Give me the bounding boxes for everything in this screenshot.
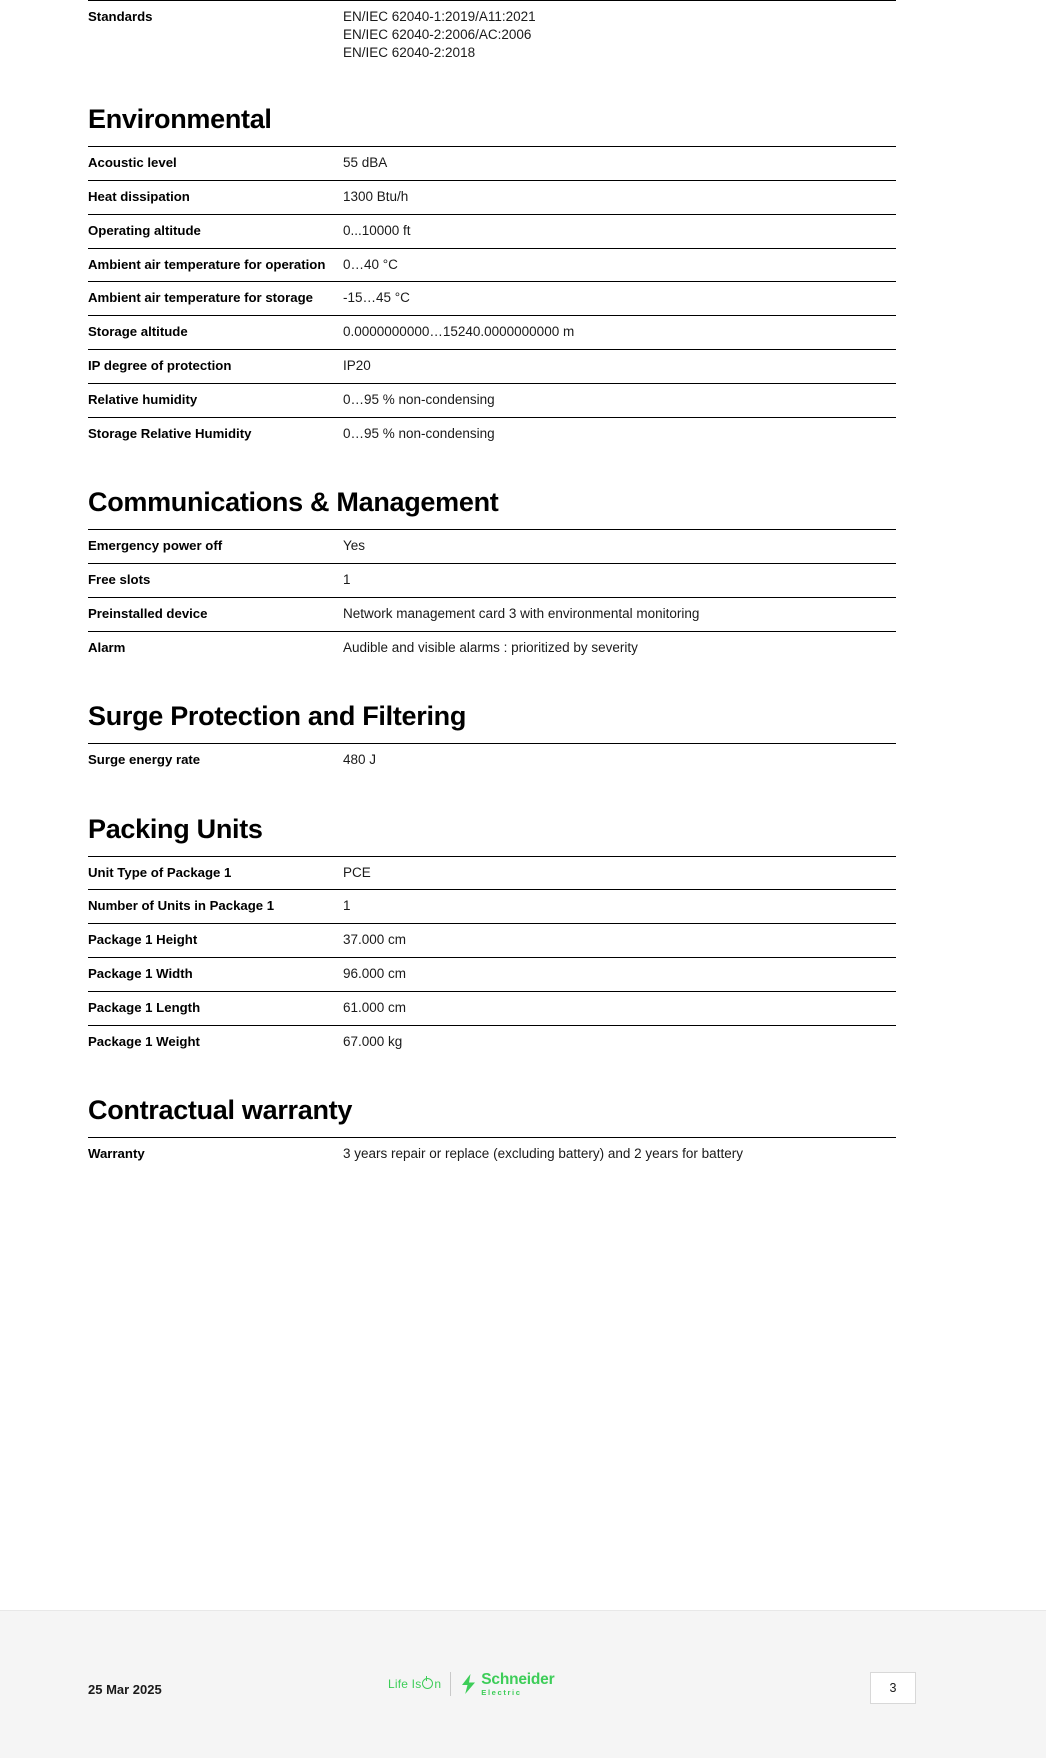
section-title: Contractual warranty <box>88 1095 353 1126</box>
row-label: Operating altitude <box>88 222 201 238</box>
table-row <box>88 597 896 631</box>
spacer <box>88 518 896 529</box>
spacer <box>88 135 896 146</box>
row-label: Package 1 Width <box>88 966 193 981</box>
section-communications <box>88 488 896 664</box>
document-content <box>88 0 896 1171</box>
spacer <box>88 664 896 702</box>
row-value: 0...10000 ft <box>343 222 411 238</box>
row-label: Acoustic level <box>88 155 177 171</box>
table-row <box>88 530 896 564</box>
row-value-line: EN/IEC 62040-2:2006/AC:2006 <box>343 26 532 42</box>
table-row <box>88 383 896 417</box>
row-value: 37.000 cm <box>343 932 407 948</box>
table-row <box>88 631 896 664</box>
row-value: Audible and visible alarms : prioritized by severity <box>343 639 638 655</box>
table-row <box>88 890 896 924</box>
table-row <box>88 316 896 350</box>
table-row <box>88 350 896 384</box>
spec-table-packing <box>88 856 896 1059</box>
table-row <box>88 1 896 70</box>
table-row <box>88 563 896 597</box>
table-row <box>88 147 896 181</box>
table-row <box>88 958 896 992</box>
brand-lockup <box>450 1672 554 1696</box>
row-label: Warranty <box>88 1146 145 1162</box>
table-row <box>88 744 896 777</box>
spacer <box>88 1058 896 1096</box>
row-value: 96.000 cm <box>343 966 407 981</box>
row-value: 67.000 kg <box>343 1033 403 1049</box>
spec-table-standards <box>88 0 896 69</box>
page-number-badge: 3 <box>870 1672 916 1704</box>
table-row <box>88 991 896 1025</box>
table-row <box>88 248 896 282</box>
row-value-line: EN/IEC 62040-1:2019/A11:2021 <box>343 9 536 24</box>
table-row <box>88 417 896 450</box>
spacer <box>88 1126 896 1137</box>
row-label: Preinstalled device <box>88 605 208 621</box>
row-value: 1 <box>343 898 351 914</box>
tagline-text-end: n <box>434 1677 442 1692</box>
life-is-on-tagline <box>388 1677 441 1691</box>
row-label: Storage altitude <box>88 324 188 340</box>
spacer <box>88 69 896 105</box>
table-row <box>88 214 896 248</box>
section-title: Packing Units <box>88 813 263 844</box>
section-standards <box>88 0 896 69</box>
row-label: Surge energy rate <box>88 752 201 768</box>
row-label: Package 1 Length <box>88 999 201 1015</box>
row-label: Storage Relative Humidity <box>88 425 252 441</box>
row-label: Ambient air temperature for operation <box>88 256 326 272</box>
row-label: Emergency power off <box>88 538 223 554</box>
row-value: 3 years repair or replace (excluding battery) and 2 years for battery <box>343 1146 743 1162</box>
row-value: 55 dBA <box>343 155 388 171</box>
row-value: 480 J <box>343 752 377 768</box>
row-label: Alarm <box>88 639 126 655</box>
spec-table-environmental <box>88 146 896 450</box>
spacer <box>88 450 896 488</box>
row-value: Network management card 3 with environmental monitoring <box>343 605 700 621</box>
table-row <box>88 1025 896 1058</box>
row-label: Free slots <box>88 571 151 587</box>
row-value: Yes <box>343 538 366 554</box>
row-value: 1300 Btu/h <box>343 188 409 204</box>
row-label: Package 1 Weight <box>88 1033 200 1049</box>
brand-subtitle: Electric <box>481 1687 522 1697</box>
section-title: Communications & Management <box>88 487 499 518</box>
section-surge <box>88 702 896 777</box>
spacer <box>88 732 896 743</box>
brand-text <box>481 1672 554 1696</box>
section-title: Environmental <box>88 104 272 135</box>
row-value: 0.0000000000…15240.0000000000 m <box>343 324 575 340</box>
row-value-line: EN/IEC 62040-2:2018 <box>343 44 476 60</box>
row-value: 1 <box>343 571 351 587</box>
row-label: Unit Type of Package 1 <box>88 864 232 880</box>
section-title: Surge Protection and Filtering <box>88 701 467 732</box>
row-label: IP degree of protection <box>88 358 232 373</box>
power-on-icon <box>422 1678 433 1689</box>
row-label: Relative humidity <box>88 391 198 407</box>
table-row <box>88 1138 896 1171</box>
section-environmental <box>88 105 896 450</box>
schneider-electric-logo <box>388 1672 554 1696</box>
row-value <box>343 1 896 70</box>
footer-date: 25 Mar 2025 <box>88 1682 162 1697</box>
row-label: Standards <box>88 9 153 24</box>
page-footer <box>88 1672 958 1712</box>
spacer <box>88 845 896 856</box>
schneider-mark-icon <box>460 1674 477 1694</box>
table-row <box>88 282 896 316</box>
row-label: Heat dissipation <box>88 188 190 204</box>
spec-table-surge <box>88 743 896 777</box>
row-value: 0…95 % non-condensing <box>343 391 495 407</box>
row-label: Number of Units in Package 1 <box>88 898 275 914</box>
row-value: 0…40 °C <box>343 256 398 272</box>
row-value: 61.000 cm <box>343 999 407 1015</box>
row-label: Ambient air temperature for storage <box>88 290 313 306</box>
spacer <box>88 777 896 815</box>
tagline-text: Life Is <box>388 1677 422 1692</box>
table-row <box>88 924 896 958</box>
spec-table-communications <box>88 529 896 664</box>
row-value: -15…45 °C <box>343 290 410 306</box>
row-value: PCE <box>343 864 371 880</box>
table-row <box>88 856 896 890</box>
table-row <box>88 180 896 214</box>
section-warranty <box>88 1096 896 1171</box>
row-label: Package 1 Height <box>88 932 198 948</box>
brand-name: Schneider <box>481 1671 555 1688</box>
row-value: IP20 <box>343 358 371 373</box>
section-packing <box>88 815 896 1059</box>
row-value: 0…95 % non-condensing <box>343 425 495 441</box>
spec-table-warranty <box>88 1137 896 1171</box>
